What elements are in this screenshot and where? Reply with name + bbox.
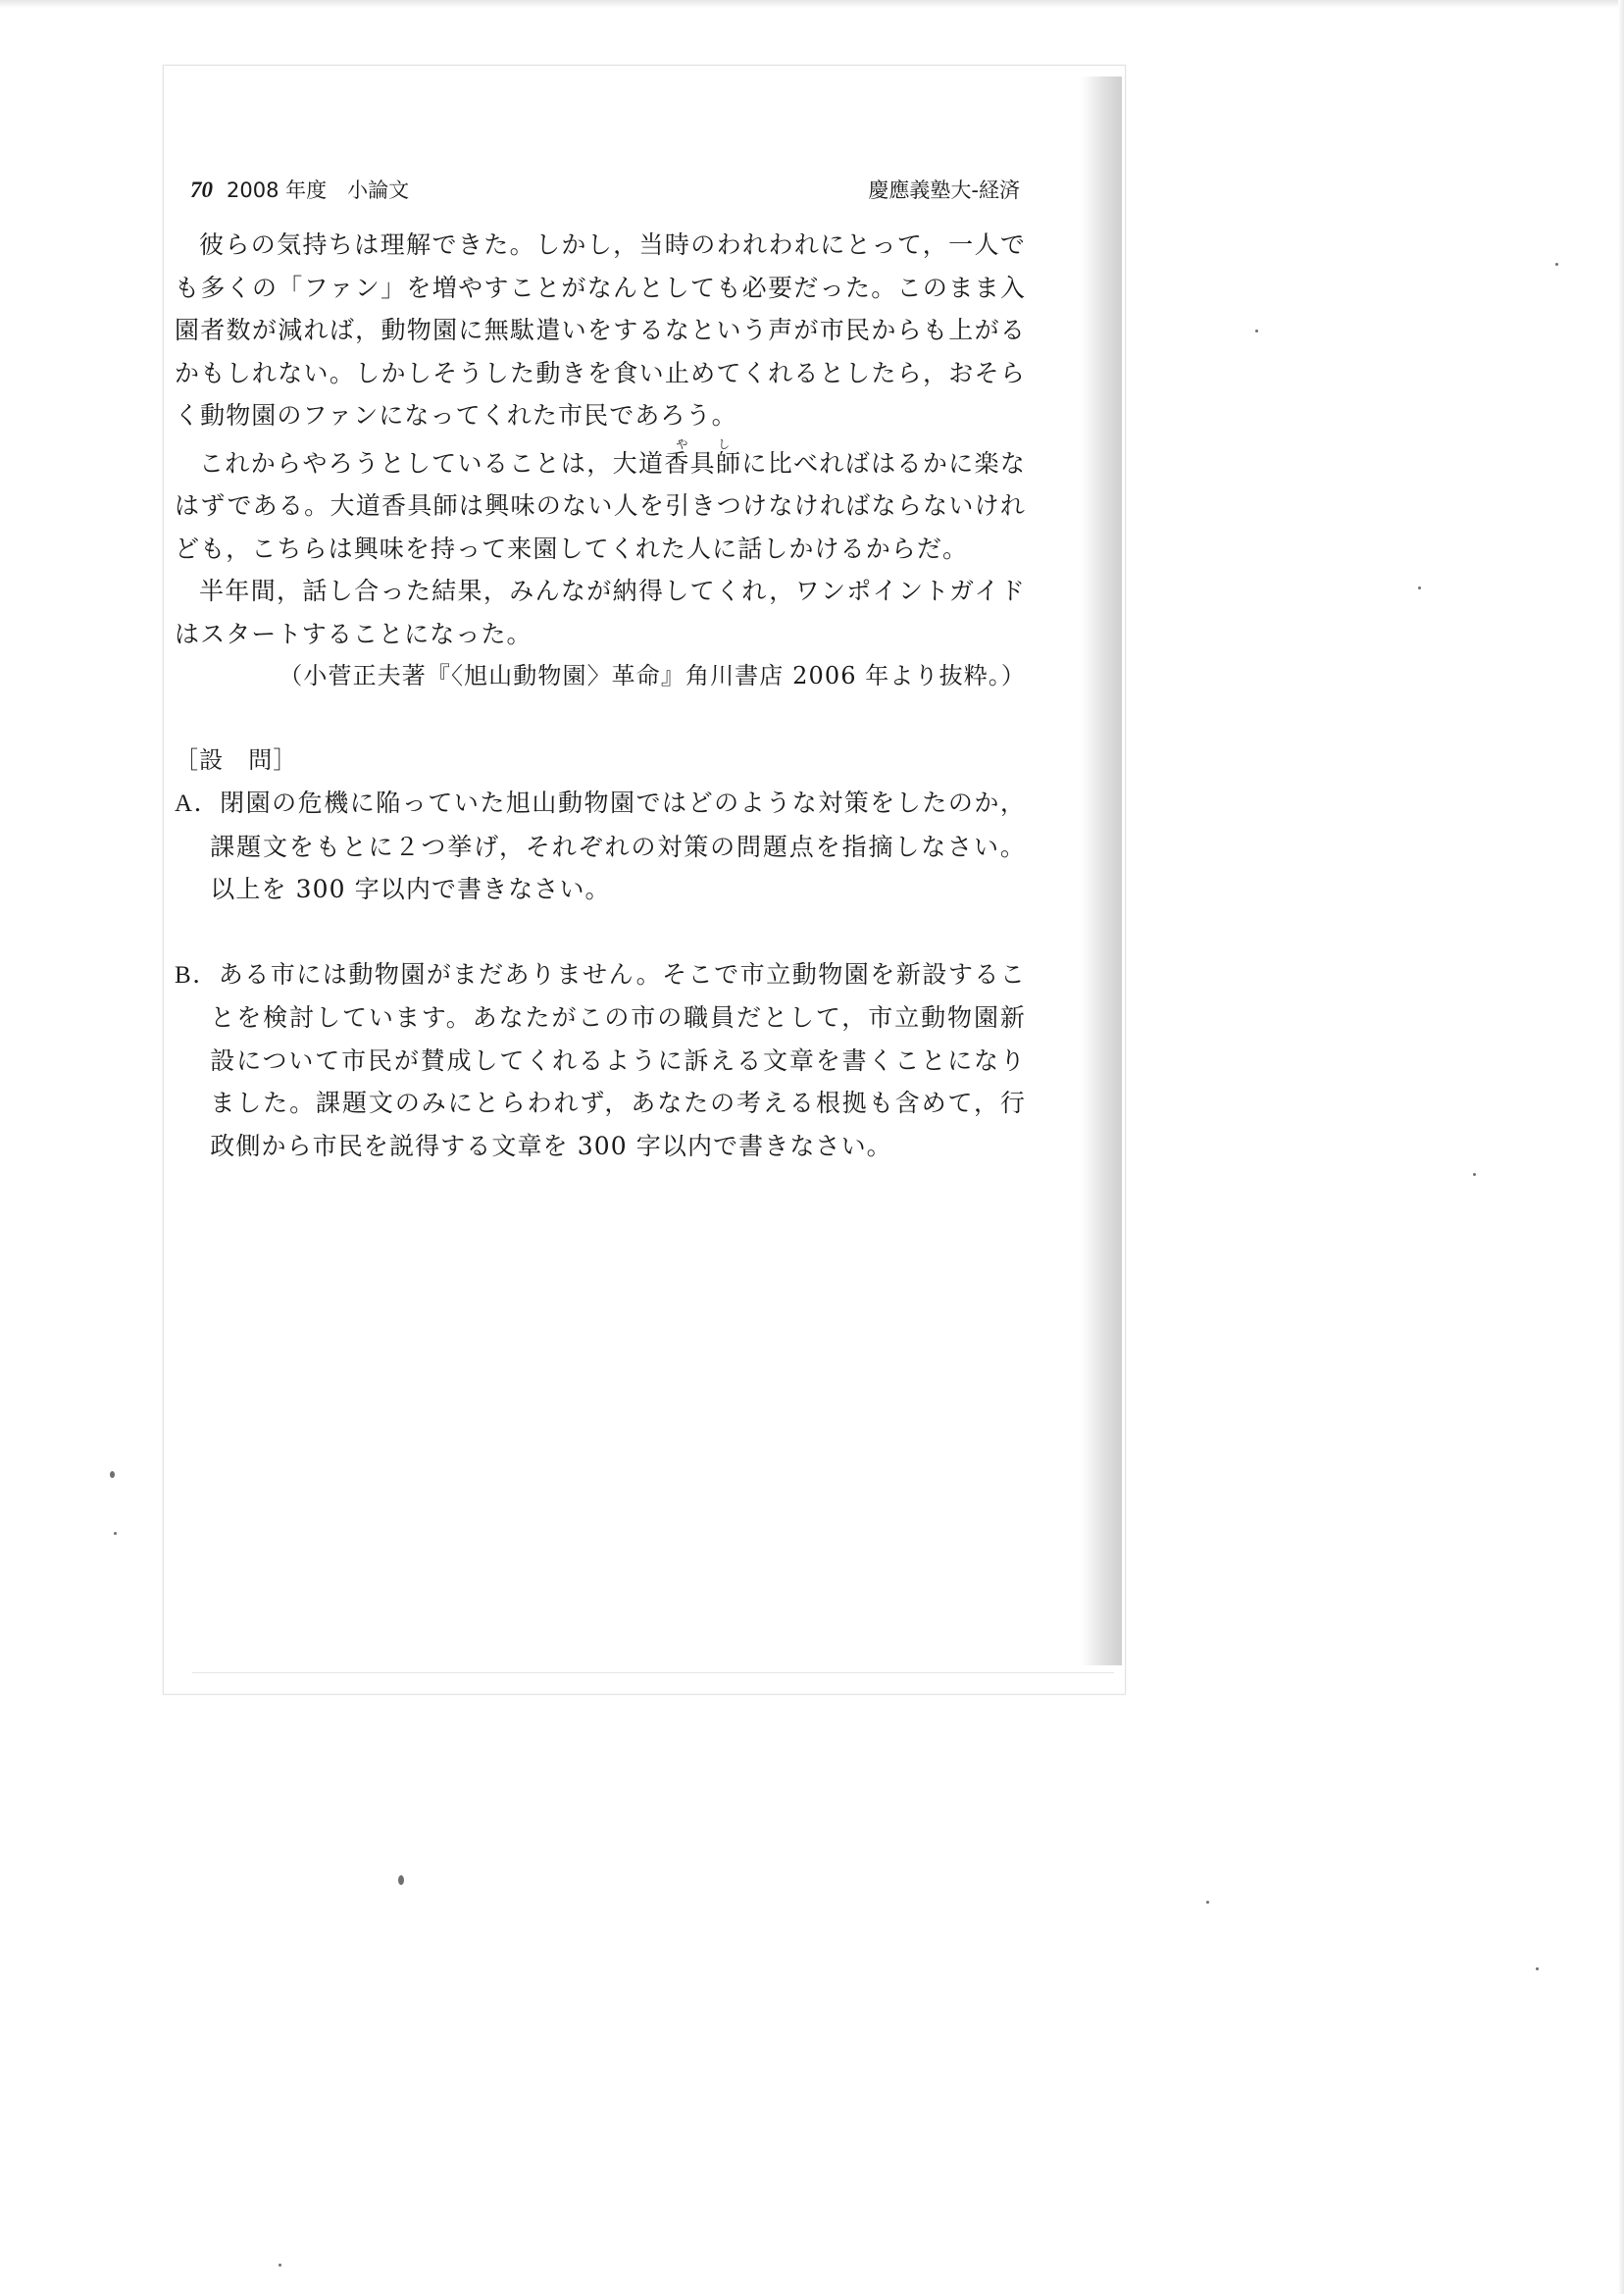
- scan-speck: [1555, 263, 1558, 266]
- body-paragraph-3: 半年間，話し合った結果，みんなが納得してくれ，ワンポイントガイドはスタートすることになった。: [175, 577, 1026, 648]
- scan-speck: [1418, 586, 1421, 589]
- question-b-letter: B．: [175, 961, 219, 989]
- question-b-text: ある市には動物園がまだありません。そこで市立動物園を新設することを検討しています。あなたがこの市の職員だとして，市立動物園新設について市民が賛成してくれるように訴える文章を書くことになりました。課題文のみにとらわれず，あなたの考える根拠も含めて，行政側から市民を説得する文章を 300 字以内で書きなさい。: [210, 959, 1027, 1160]
- running-head-left: [190, 175, 409, 204]
- body-paragraph-1: 彼らの気持ちは理解できた。しかし，当時のわれわれにとって，一人でも多くの「ファン」を増やすことがなんとしても必要だった。このまま入園者数が減れば，動物園に無駄遣いをするなという声が市民からも上がるかもしれない。しかしそうした動きを食い止めてくれるとしたら，おそらく動物園のファンになってくれた市民であろう。: [175, 230, 1026, 430]
- ruby-reading: やし: [664, 436, 742, 451]
- scan-speck: [1536, 1967, 1539, 1970]
- ruby-word-yashi: 香具師やし: [664, 436, 742, 478]
- page-content: [175, 224, 1026, 1167]
- scan-speck: [1473, 1173, 1476, 1176]
- scan-speck: [1206, 1901, 1209, 1904]
- running-head: [190, 175, 1020, 214]
- paragraph-2-lead: これからやろうとしていることは，大道: [199, 448, 665, 478]
- university-faculty: 慶應義塾大-経済: [868, 178, 1020, 202]
- paragraph-2-rest: に比べればはるかに楽なはずである。大道香具師は興味のない人を引きつけなければならないけれども，こちらは興味を持って来園してくれた人に話しかけるからだ。: [175, 448, 1026, 563]
- scan-speck: [114, 1532, 117, 1535]
- scan-speck: [1255, 330, 1258, 332]
- scan-speck: [398, 1875, 404, 1885]
- question-a-text: 閉園の危機に陥っていた旭山動物園ではどのような対策をしたのか，課題文をもとに２つ挙げ，それぞれの対策の問題点を指摘しなさい。以上を 300 字以内で書きなさい。: [210, 789, 1026, 903]
- body-paragraph-2: [175, 437, 1026, 571]
- question-a-letter: A．: [175, 790, 221, 817]
- source-citation: （小菅正夫著『〈旭山動物園〉革命』角川書店 2006 年より抜粋。）: [279, 662, 1026, 689]
- scan-speck: [110, 1471, 115, 1478]
- scan-top-edge: [0, 0, 1624, 8]
- page-binding-shadow: [1081, 76, 1122, 1665]
- scan-right-edge: [1618, 0, 1624, 2294]
- page-number: 70: [190, 178, 213, 202]
- questions-heading: ［設 問］: [175, 745, 298, 774]
- question-b: [175, 953, 1026, 1168]
- page-bottom-fold: [192, 1672, 1114, 1673]
- exam-year-subject: 2008 年度 小論文: [227, 178, 410, 202]
- question-a: [175, 782, 1026, 911]
- scan-speck: [279, 2264, 281, 2267]
